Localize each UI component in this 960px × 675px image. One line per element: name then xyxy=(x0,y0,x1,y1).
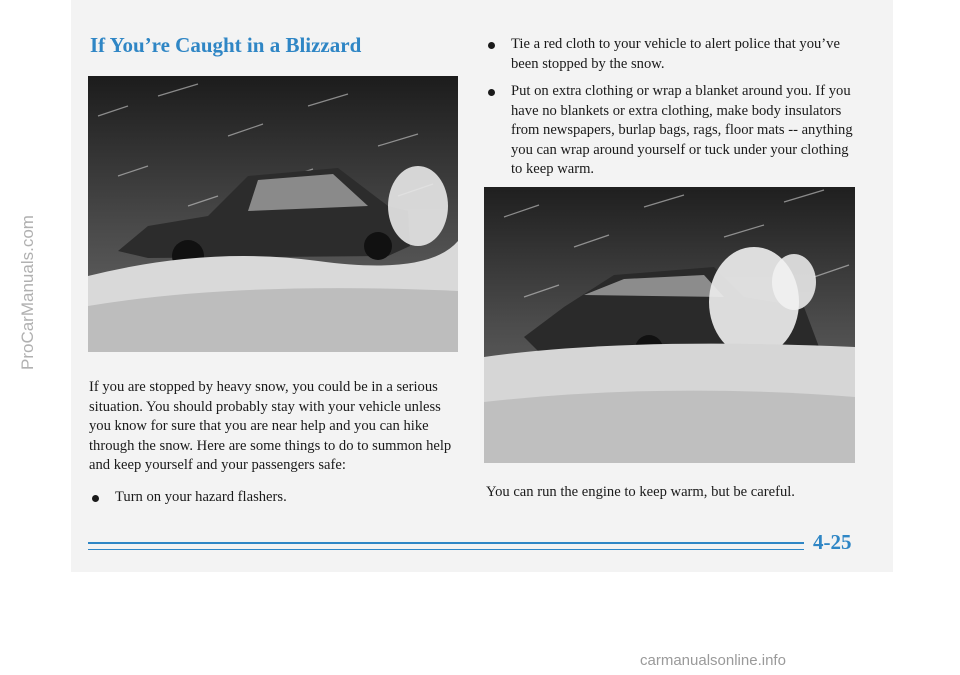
bullet-text: Tie a red cloth to your vehicle to alert police that you’ve been stopped by the snow. xyxy=(511,36,840,72)
bullet-text: Turn on your hazard flashers. xyxy=(115,489,287,505)
blizzard-car-illustration xyxy=(88,76,458,352)
engine-running-illustration xyxy=(484,187,855,463)
bullet-icon xyxy=(488,42,495,49)
bullet-item xyxy=(92,488,452,508)
footer-rule-thin xyxy=(88,549,804,550)
bullet-icon xyxy=(488,89,495,96)
footer-rule xyxy=(88,542,804,544)
image-caption: You can run the engine to keep warm, but be careful. xyxy=(486,484,795,500)
intro-paragraph: If you are stopped by heavy snow, you could be in a serious situation. You should probably stay with your vehicle unless you know for sure that you are near help and you can hike through the snow. Here are some things to do to summon help and keep yourself and your passengers safe: xyxy=(89,379,452,474)
site-watermark: carmanualsonline.info xyxy=(640,652,786,669)
bullet-text: Put on extra clothing or wrap a blanket around you. If you have no blankets or extra clothing, make body insulators from newspapers, burlap bags, rags, floor mats -- anything you can wrap around yourself or tuck under your clothing to keep warm. xyxy=(511,83,853,178)
bullet-icon xyxy=(92,495,99,502)
watermark xyxy=(0,190,37,370)
bullet-item xyxy=(488,35,858,75)
bullet-item xyxy=(488,82,858,182)
watermark-text: ProCarManuals.com xyxy=(18,215,37,370)
section-title: If You’re Caught in a Blizzard xyxy=(90,33,362,57)
page-number: 4-25 xyxy=(813,530,852,554)
